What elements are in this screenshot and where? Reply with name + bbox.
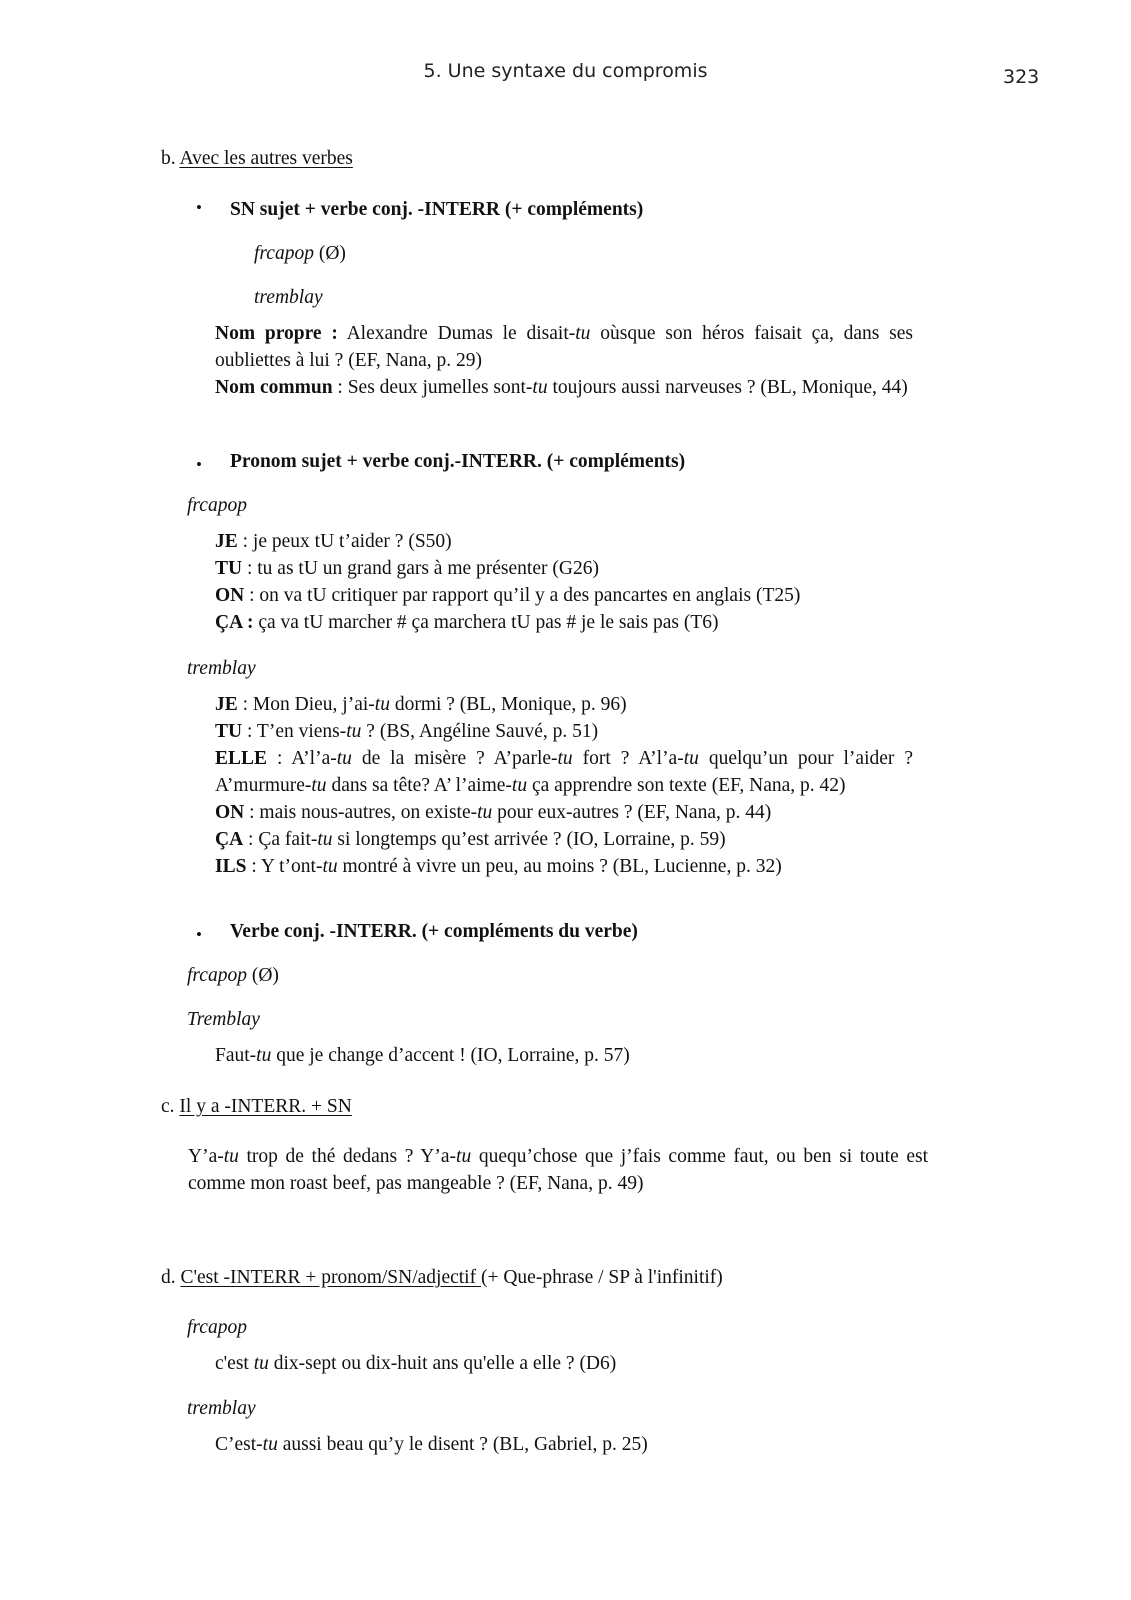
section-b-title: Avec les autres verbes <box>179 148 353 169</box>
sub2-frcapop <box>187 492 247 519</box>
example-line: JE : Mon Dieu, j’ai-tu dormi ? (BL, Monique, p. 96) <box>215 694 627 715</box>
sub2-tremblay-examples <box>215 691 913 880</box>
sub1-nom-propre: Nom propre : Alexandre Dumas le disait-tu oùsque son héros faisait ça, dans ses oubliettes à lui ? (EF, Nana, p. 29) <box>215 323 913 371</box>
example-line: ILS : Y t’ont-tu montré à vivre un peu, au moins ? (BL, Lucienne, p. 32) <box>215 856 782 877</box>
example-line: TU : tu as tU un grand gars à me présenter (G26) <box>215 558 599 579</box>
example-line: ON : mais nous-autres, on existe-tu pour eux-autres ? (EF, Nana, p. 44) <box>215 802 772 823</box>
tremblay-label: tremblay <box>254 287 323 308</box>
bullet-3: • <box>196 925 202 944</box>
bullet-2: • <box>196 455 202 474</box>
nom-propre-label: Nom propre : <box>215 323 338 344</box>
section-c-title: Il y a -INTERR. + SN <box>179 1096 352 1117</box>
sub3-heading-text: Verbe conj. -INTERR. (+ compléments du verbe) <box>230 921 638 942</box>
example-line: ÇA : ça va tU marcher # ça marchera tU pas # je le sais pas (T6) <box>215 612 719 633</box>
sub1-nom-commun: Nom commun : Ses deux jumelles sont-tu toujours aussi narveuses ? (BL, Monique, 44) <box>215 377 908 398</box>
sub3-example: Faut-tu que je change d’accent ! (IO, Lorraine, p. 57) <box>215 1045 630 1066</box>
nom-commun-label: Nom commun <box>215 377 333 398</box>
example-line: JE : je peux tU t’aider ? (S50) <box>215 531 452 552</box>
frcapop-label: frcapop <box>187 495 247 516</box>
running-header: 5. Une syntaxe du compromis <box>423 60 708 82</box>
page-number: 323 <box>1003 66 1040 88</box>
sub2-frcapop-examples <box>215 528 800 636</box>
section-c-label: c. <box>161 1096 175 1117</box>
null-note: (Ø) <box>313 243 346 264</box>
sub2-heading <box>230 448 685 475</box>
tremblay-label: tremblay <box>187 658 256 679</box>
section-b-heading <box>161 145 353 172</box>
example-line: ÇA : Ça fait-tu si longtemps qu’est arrivée ? (IO, Lorraine, p. 59) <box>215 829 726 850</box>
sub1-heading <box>230 196 643 223</box>
sub1-tremblay <box>254 284 323 311</box>
frcapop-label: frcapop <box>254 243 314 264</box>
example-line: ELLE : A’l’a-tu de la misère ? A’parle-tu fort ? A’l’a-tu quelqu’un pour l’aider ? A’murmure-tu dans sa tête? A’ l’aime-tu ça apprendre son texte (EF, Nana, p. 42) <box>215 748 913 796</box>
sub1-frcapop <box>254 240 346 267</box>
sub1-heading-text: SN sujet + verbe conj. -INTERR (+ compléments) <box>230 199 644 220</box>
null-note: (Ø) <box>246 965 279 986</box>
section-d-title-rest: (+ Que-phrase / SP à l'infinitif) <box>480 1267 723 1288</box>
example-line: ON : on va tU critiquer par rapport qu’il y a des pancartes en anglais (T25) <box>215 585 801 606</box>
sub3-frcapop <box>187 962 279 989</box>
example-line: TU : T’en viens-tu ? (BS, Angéline Sauvé, p. 51) <box>215 721 599 742</box>
sub3-heading <box>230 918 638 945</box>
section-c-paragraph: Y’a-tu trop de thé dedans ? Y’a-tu quequ’chose que j’fais comme faut, ou ben si toute est comme mon roast beef, pas mangeable ? (EF, Nana, p. 49) <box>188 1146 928 1194</box>
tremblay-label: tremblay <box>187 1398 256 1419</box>
section-d-title: C'est -INTERR + pronom/SN/adjectif <box>180 1267 481 1288</box>
frcapop-label: frcapop <box>187 965 247 986</box>
section-d-frcapop <box>187 1314 247 1341</box>
sub2-heading-text: Pronom sujet + verbe conj.-INTERR. (+ compléments) <box>230 451 686 472</box>
section-d-frcapop-example: c'est tu dix-sept ou dix-huit ans qu'elle a elle ? (D6) <box>215 1353 617 1374</box>
section-c-heading <box>161 1093 352 1120</box>
sub3-tremblay <box>187 1006 260 1033</box>
section-d-label: d. <box>161 1267 176 1288</box>
tremblay-label: Tremblay <box>187 1009 260 1030</box>
sub2-tremblay <box>187 655 256 682</box>
section-d-tremblay <box>187 1395 256 1422</box>
frcapop-label: frcapop <box>187 1317 247 1338</box>
section-b-label: b. <box>161 148 176 169</box>
section-d-heading <box>161 1264 723 1291</box>
section-d-tremblay-example: C’est-tu aussi beau qu’y le disent ? (BL, Gabriel, p. 25) <box>215 1434 648 1455</box>
bullet-1: • <box>196 198 202 217</box>
